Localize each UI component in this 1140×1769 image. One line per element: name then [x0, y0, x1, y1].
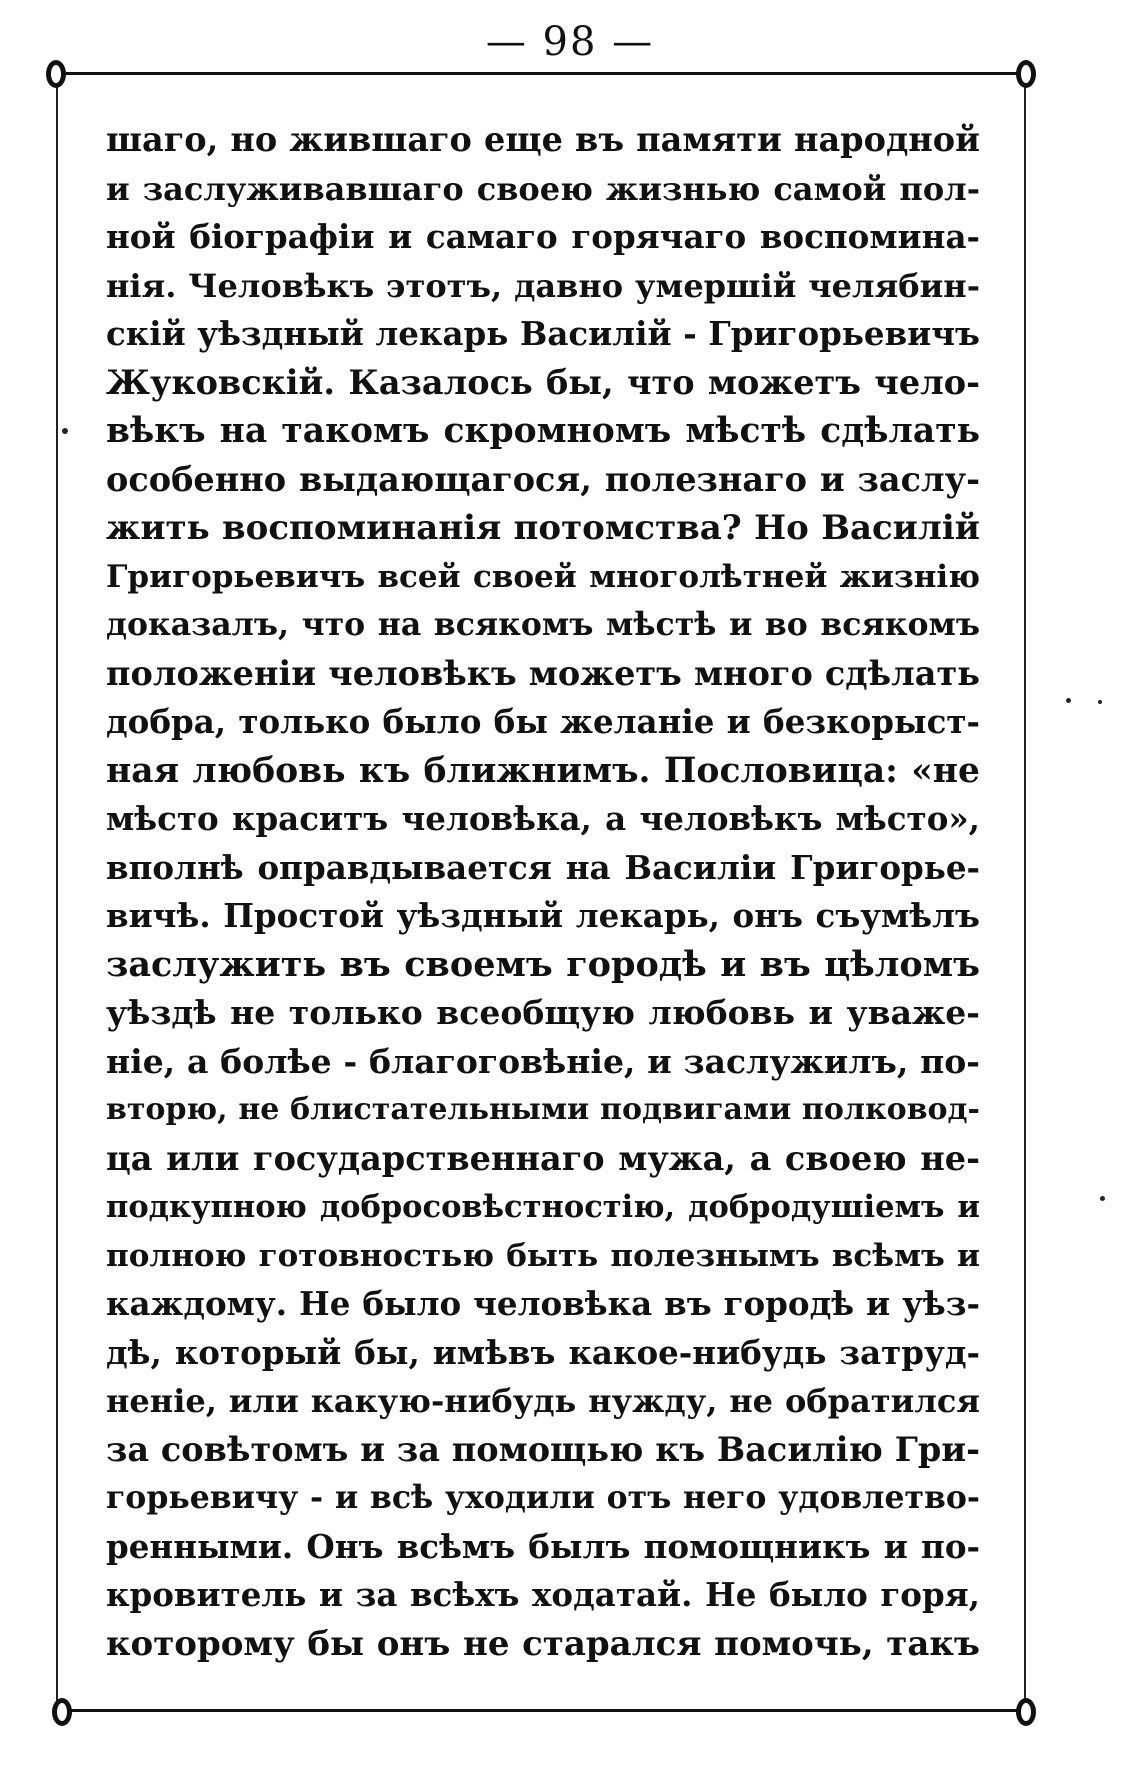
- text-line: ніе, а болѣе - благоговѣніе, и заслужилъ, по-: [106, 1041, 980, 1081]
- print-speck: [1100, 1196, 1105, 1201]
- text-line: Жуковскій. Казалось бы, что можетъ чело-: [106, 362, 980, 402]
- text-line: вполнѣ оправдывается на Василіи Григорье-: [106, 847, 980, 887]
- text-line: которому бы онъ не старался помочь, такъ: [106, 1623, 980, 1664]
- page-number: — 98 —: [485, 19, 655, 65]
- corner-ornament-bottom-right: [1016, 1698, 1036, 1726]
- text-line: за совѣтомъ и за помощью къ Василію Гри-: [106, 1429, 980, 1469]
- print-speck: [62, 428, 68, 434]
- text-line: ренными. Онъ всѣмъ былъ помощникъ и по-: [106, 1526, 980, 1566]
- text-line: и заслуживавшаго своею жизнью самой пол-: [106, 169, 980, 208]
- text-line: положеніи человѣкъ можетъ много сдѣлать: [106, 653, 980, 693]
- text-line: заслужить въ своемъ городѣ и въ цѣломъ: [106, 943, 980, 985]
- corner-ornament-top-left: [46, 60, 66, 88]
- text-line: вичѣ. Простой уѣздный лекарь, онъ съумѣлъ: [106, 896, 980, 935]
- text-line: ца или государственнаго мужа, а своею не-: [106, 1138, 980, 1178]
- corner-ornament-bottom-left: [52, 1698, 72, 1726]
- text-line: мѣсто краситъ человѣка, а человѣкъ мѣсто»,: [106, 799, 980, 838]
- text-line: скій уѣздный лекарь Василій - Григорьевичъ: [106, 314, 980, 353]
- text-line: горьевичу - и всѣ уходили отъ него удовлетво-: [106, 1479, 980, 1516]
- text-line: шаго, но жившаго еще въ памяти народной: [106, 120, 980, 159]
- text-line: ная любовь къ ближнимъ. Пословица: «не: [106, 750, 980, 791]
- text-line: каждому. Не было человѣка въ городѣ и уѣз-: [106, 1284, 980, 1323]
- text-line: подкупною добросовѣстностію, добродушіемъ и: [106, 1189, 980, 1225]
- text-line: вторю, не блистательными подвигами полковод-: [106, 1092, 980, 1127]
- body-text: [106, 116, 980, 1668]
- text-line: полною готовностью быть полезнымъ всѣмъ и: [106, 1237, 980, 1274]
- text-line: доказалъ, что на всякомъ мѣстѣ и во всякомъ: [106, 606, 980, 643]
- text-line: нія. Человѣкъ этотъ, давно умершій челябин-: [106, 266, 980, 305]
- corner-ornament-top-right: [1016, 60, 1036, 88]
- print-speck: [1098, 700, 1102, 704]
- text-line: неніе, или какую-нибудь нужду, не обратился: [106, 1382, 980, 1420]
- print-speck: [1066, 698, 1071, 703]
- text-line: дѣ, который бы, имѣвъ какое-нибудь затруд-: [106, 1332, 980, 1372]
- text-line: кровитель и за всѣхъ ходатай. Не было горя,: [106, 1575, 980, 1614]
- text-line: вѣкъ на такомъ скромномъ мѣстѣ сдѣлать: [106, 411, 980, 451]
- text-line: уѣздѣ не только всеобщую любовь и уваже-: [106, 993, 980, 1032]
- text-line: Григорьевичъ всей своей многолѣтней жизнію: [106, 558, 980, 595]
- text-line: ной біографіи и самаго горячаго воспомина-: [106, 217, 980, 256]
- text-line: жить воспоминанія потомства? Но Василій: [106, 508, 980, 548]
- text-line: добра, только было бы желаніе и безкорыст-: [106, 702, 980, 741]
- text-line: особенно выдающагося, полезнаго и заслу-: [106, 459, 980, 499]
